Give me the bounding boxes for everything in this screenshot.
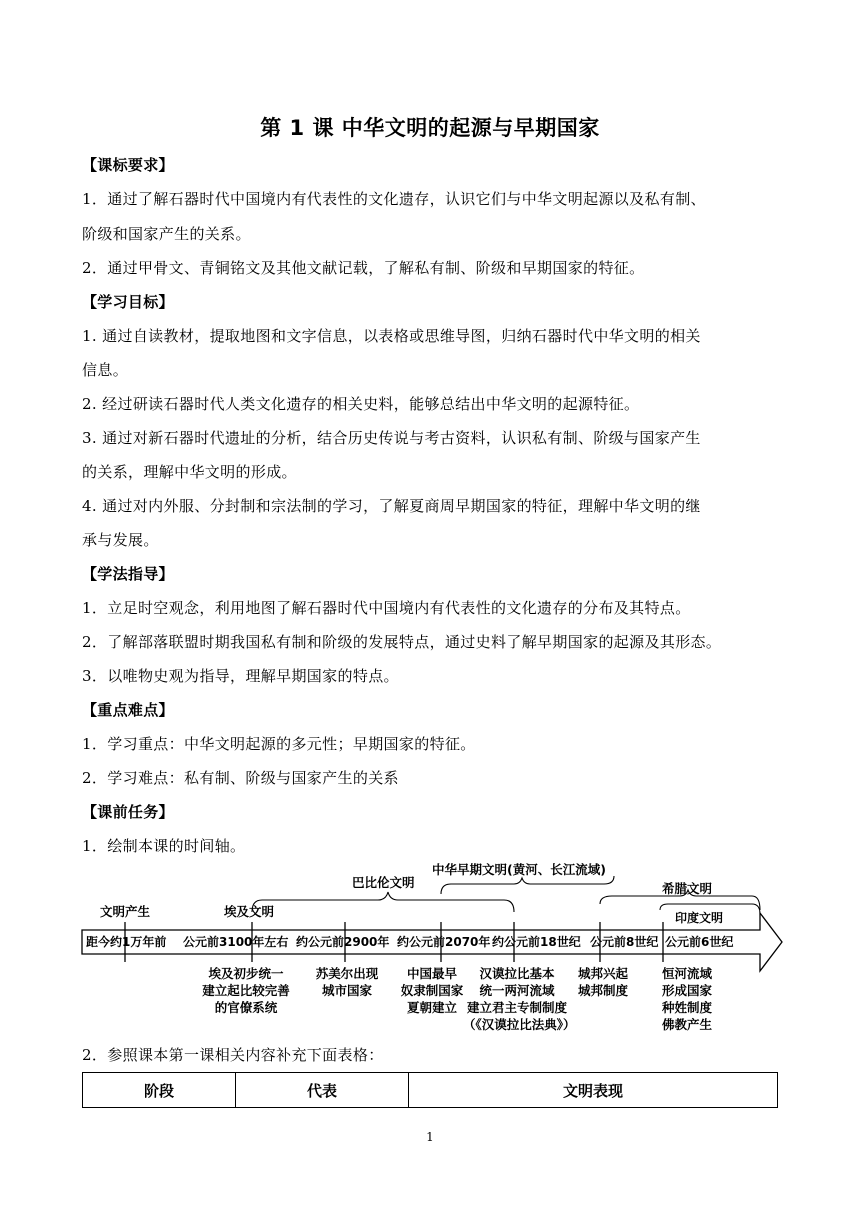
standard-line-1: 1．通过了解石器时代中国境内有代表性的文化遗存，认识它们与中华文明起源以及私有制、 — [82, 190, 706, 208]
table-header-manifestation: 文明表现 — [409, 1073, 778, 1108]
standard-line-3: 2．通过甲骨文、青铜铭文及其他文献记载，了解私有制、阶级和早期国家的特征。 — [82, 259, 645, 277]
event-line: 夏朝建立 — [406, 1000, 457, 1015]
event-line: 城邦制度 — [577, 983, 628, 998]
task-1-text: 1．绘制本课的时间轴。 — [82, 837, 246, 855]
label-egypt-civilization: 埃及文明 — [224, 904, 275, 919]
event-egypt-unification — [196, 965, 296, 1016]
key-line-2: 2．学习难点：私有制、阶级与国家产生的关系 — [82, 769, 399, 787]
event-line: 建立起比较完善 — [202, 983, 290, 998]
event-sumer-city-states — [306, 965, 388, 999]
event-line: 苏美尔出现 — [315, 966, 379, 981]
label-india-civilization: 印度文明 — [675, 911, 724, 925]
goals-line-3: 2. 经过研读石器时代人类文化遗存的相关史料，能够总结出中华文明的起源特征。 — [82, 395, 640, 413]
event-line: 奴隶制国家 — [400, 983, 464, 998]
axis-label: 约公元前18世纪 — [492, 935, 581, 949]
stage-table — [82, 1072, 778, 1108]
event-polis — [570, 965, 636, 999]
label-babylon-civilization: 巴比伦文明 — [352, 875, 415, 890]
event-xia-dynasty — [392, 965, 472, 1016]
event-line: 种姓制度 — [661, 1000, 712, 1015]
goals-line-1: 1. 通过自读教材，提取地图和文字信息，以表格或思维导图，归纳石器时代中华文明的相关 — [82, 327, 701, 345]
event-line: 中国最早 — [406, 966, 457, 981]
method-line-2: 2．了解部落联盟时期我国私有制和阶级的发展特点，通过史料了解早期国家的起源及其形态。 — [82, 633, 722, 651]
goals-line-2: 信息。 — [82, 361, 129, 379]
event-line: 的官僚系统 — [214, 1000, 278, 1015]
event-line: （《汉谟拉比法典》） — [463, 1017, 576, 1032]
goals-line-7: 承与发展。 — [82, 531, 159, 549]
event-line: 城邦兴起 — [577, 966, 628, 981]
goals-line-4: 3. 通过对新石器时代遗址的分析，结合历史传说与考古资料，认识私有制、阶级与国家产生 — [82, 429, 701, 447]
method-line-1: 1．立足时空观念，利用地图了解石器时代中国境内有代表性的文化遗存的分布及其特点。 — [82, 599, 691, 617]
table-header-stage: 阶段 — [83, 1073, 236, 1108]
section-heading-standard: 【课标要求】 — [82, 156, 174, 174]
task-2-text: 2．参照课本第一课相关内容补充下面表格： — [82, 1046, 384, 1064]
table-header-representative: 代表 — [236, 1073, 409, 1108]
axis-label: 约公元前2070年 — [397, 935, 491, 949]
section-heading-goals: 【学习目标】 — [82, 293, 174, 311]
event-hammurabi — [463, 965, 576, 1033]
event-line: 城市国家 — [321, 983, 372, 998]
table-header-row — [83, 1073, 778, 1108]
axis-label: 约公元前2900年 — [296, 935, 390, 949]
page-number: 1 — [426, 1130, 434, 1144]
event-line: 建立君主专制制度 — [466, 1000, 567, 1015]
method-line-3: 3．以唯物史观为指导，理解早期国家的特点。 — [82, 667, 399, 685]
axis-label: 公元前3100年左右 — [183, 935, 289, 949]
babylon-brace — [252, 892, 514, 912]
standard-line-2: 阶级和国家产生的关系。 — [82, 225, 251, 243]
axis-label: 距今约1万年前 — [86, 935, 167, 949]
key-line-1: 1．学习重点：中华文明起源的多元性；早期国家的特征。 — [82, 735, 476, 753]
event-line: 统一两河流域 — [479, 983, 555, 998]
section-heading-method: 【学法指导】 — [82, 565, 174, 583]
section-heading-key: 【重点难点】 — [82, 701, 174, 719]
goals-line-6: 4. 通过对内外服、分封制和宗法制的学习，了解夏商周早期国家的特征，理解中华文明的继 — [82, 497, 701, 515]
event-line: 形成国家 — [661, 983, 712, 998]
event-line: 恒河流域 — [661, 966, 712, 981]
event-line: 汉谟拉比基本 — [479, 966, 555, 981]
axis-label: 公元前8世纪 — [590, 935, 659, 949]
event-line: 埃及初步统一 — [208, 966, 284, 981]
label-greece-civilization: 希腊文明 — [662, 881, 713, 896]
china-brace — [441, 876, 614, 894]
label-civilization-origin: 文明产生 — [100, 904, 151, 919]
page-title: 第 1 课 中华文明的起源与早期国家 — [260, 116, 600, 140]
event-line: 佛教产生 — [661, 1017, 712, 1032]
axis-label: 公元前6世纪 — [665, 935, 734, 949]
label-china-civilization: 中华早期文明(黄河、长江流域) — [432, 862, 606, 877]
event-ganges — [654, 965, 720, 1033]
goals-line-5: 的关系，理解中华文明的形成。 — [82, 463, 297, 481]
section-heading-pretask: 【课前任务】 — [82, 803, 174, 821]
